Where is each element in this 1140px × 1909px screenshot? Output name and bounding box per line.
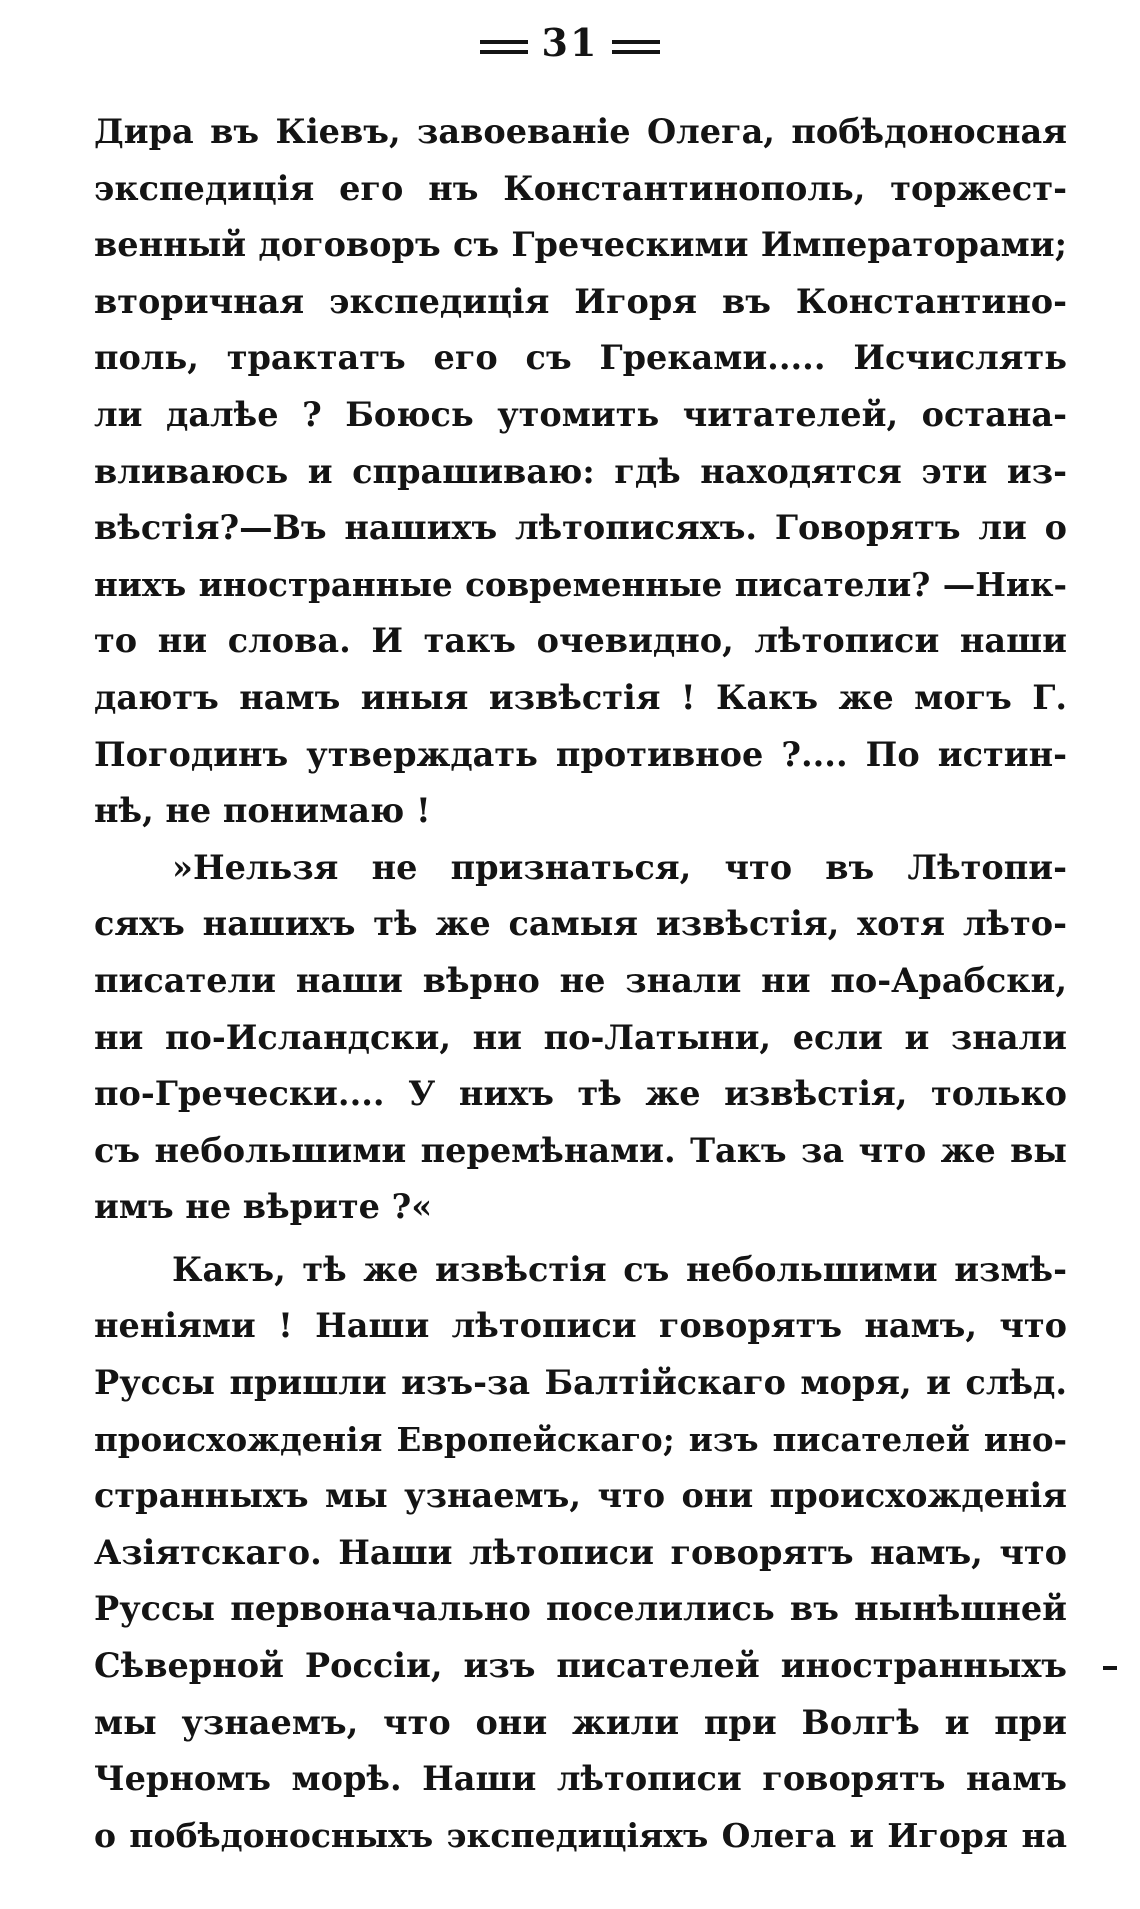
text-line: происхожденія Европейскаго; изъ писателей ино- (94, 1419, 1067, 1459)
header-left-rule (480, 40, 528, 54)
text-line: мы узнаемъ, что они жили при Волгѣ и при (94, 1702, 1067, 1742)
text-line: Руссы первоначально поселились въ нынѣшней (94, 1589, 1067, 1629)
text-line: ни по-Исландски, ни по-Латыни, если и знали (94, 1017, 1067, 1057)
text-line: Руссы пришли изъ-за Балтійскаго моря, и слѣд. (94, 1363, 1067, 1403)
text-line: Сѣверной Россіи, изъ писателей иностранныхъ (94, 1646, 1067, 1686)
text-line: поль, трактатъ его съ Греками..... Исчислять (94, 338, 1067, 378)
body-text (94, 104, 1067, 1864)
page-number: 31 (541, 20, 599, 65)
paragraph-2-quotation (94, 840, 1067, 1236)
paragraph-3 (94, 1242, 1067, 1865)
text-line: съ небольшими перемѣнами. Такъ за что же вы (94, 1130, 1067, 1170)
text-line: ли далѣе ? Боюсь утомить читателей, остана- (94, 394, 1067, 434)
text-line: Азіятскаго. Наши лѣтописи говорятъ намъ, что (94, 1532, 1067, 1572)
text-line: вѣстія?—Въ нашихъ лѣтописяхъ. Говорятъ ли о (94, 508, 1067, 548)
text-line: сяхъ нашихъ тѣ же самыя извѣстія, хотя лѣто- (94, 904, 1067, 944)
print-mark (1103, 1666, 1117, 1670)
text-line: вторичная экспедиція Игоря въ Константино- (94, 281, 1067, 321)
text-line: Черномъ морѣ. Наши лѣтописи говорятъ намъ (94, 1759, 1067, 1799)
text-line: »Нельзя не признаться, что въ Лѣтопи- (172, 847, 1067, 887)
text-line: Дира въ Кіевъ, завоеваніе Олега, побѣдоносная (94, 112, 1067, 151)
text-line: писатели наши вѣрно не знали ни по-Арабски, (94, 960, 1067, 1000)
text-line: то ни слова. И такъ очевидно, лѣтописи наши (94, 621, 1067, 661)
text-line: вливаюсь и спрашиваю: гдѣ находятся эти из- (94, 451, 1067, 491)
header-right-rule (612, 40, 660, 54)
text-line: по-Гречески.... У нихъ тѣ же извѣстія, только (94, 1074, 1067, 1114)
text-line: Какъ, тѣ же извѣстія съ небольшими измѣ- (172, 1249, 1067, 1289)
text-line: нихъ иностранные современные писатели? —Ник- (94, 564, 1067, 604)
text-line: странныхъ мы узнаемъ, что они происхожденія (94, 1476, 1067, 1516)
paragraph-1 (94, 104, 1067, 840)
text-line: имъ не вѣрите ?« (94, 1187, 433, 1227)
page-header (0, 18, 1140, 68)
text-line: Погодинъ утверждать противное ?.... По истин- (94, 734, 1067, 774)
text-line: даютъ намъ иныя извѣстія ! Какъ же могъ Г. (94, 677, 1067, 717)
text-line: о побѣдоносныхъ экспедиціяхъ Олега и Игоря на (94, 1815, 1067, 1855)
text-line: неніями ! Наши лѣтописи говорятъ намъ, что (94, 1306, 1067, 1346)
text-line: экспедиція его нъ Константинополь, торжест- (94, 168, 1067, 208)
text-line: венный договоръ съ Греческими Императорами; (94, 225, 1067, 265)
text-line: нѣ, не понимаю ! (94, 791, 431, 831)
